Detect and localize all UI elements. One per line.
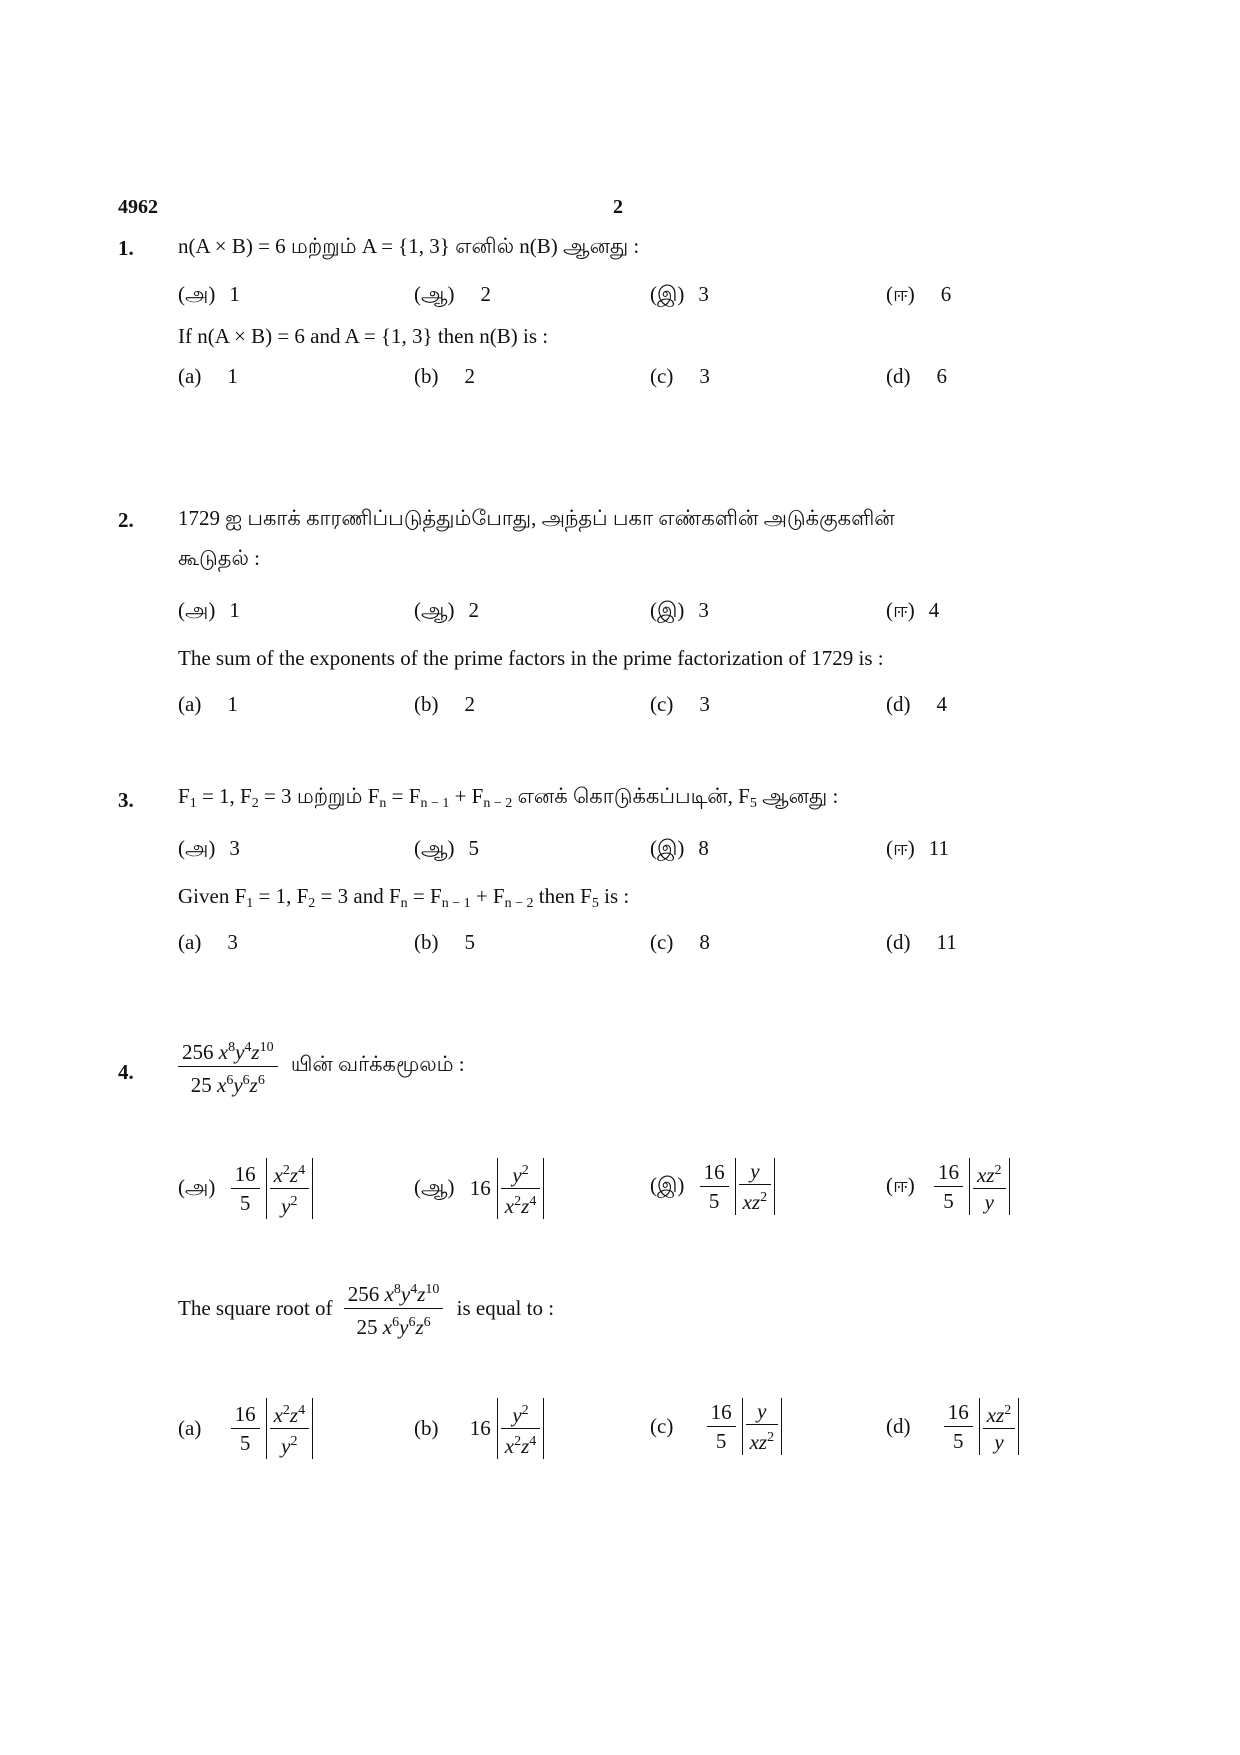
q3-ta-option-c: (இ) 8 [650, 836, 709, 860]
q3-en-option-c: (c) 8 [650, 930, 710, 954]
question-4-english-text: The square root of $\frac{256 x^8y^4z^{10}}{25 x^6y^6z^6}$ is equal to : [178, 1276, 554, 1341]
question-1-english-text: If n(A × B) = 6 and A = {1, 3} then n(B) is : [178, 324, 549, 348]
question-4-tamil-text: $\frac{256 x^8y^4z^{10}}{25 x^6y^6z^6}$ யின் வர்க்கமூலம் : [178, 1034, 465, 1099]
q2-ta-option-d: (ஈ) 4 [886, 598, 940, 622]
question-4-number: 4. [118, 1060, 134, 1084]
q1-ta-option-a: (அ) 1 [178, 282, 240, 306]
q3-ta-option-d: (ஈ) 11 [886, 836, 950, 860]
page-number: 2 [613, 196, 623, 218]
q3-en-option-d: (d) 11 [886, 930, 957, 954]
q2-en-option-d: (d) 4 [886, 692, 947, 716]
question-2-tamil-text-line2: கூடுதல் : [178, 546, 261, 570]
q4-expression-fraction-en: $\frac{256 x^8y^4z^{10}}{25 x^6y^6z^6}$ [344, 1276, 444, 1341]
q4-en-option-d: (d) $\frac{16}{5}$ $\frac{xz^2}{y}$ [886, 1398, 1019, 1455]
q3-ta-option-a: (அ) 3 [178, 836, 240, 860]
q4-en-option-b: (b) 16 $\frac{y^2}{x^2z^4}$ [414, 1398, 544, 1459]
question-3-number: 3. [118, 788, 134, 812]
q4-en-option-a: (a) $\frac{16}{5}$ $\frac{x^2z^4}{y^2}$ [178, 1398, 313, 1459]
q4-ta-option-b: (ஆ) 16 $\frac{y^2}{x^2z^4}$ [414, 1158, 544, 1219]
q1-en-option-d: (d) 6 [886, 364, 947, 388]
q4-en-option-c: (c) $\frac{16}{5}$ $\frac{y}{xz^2}$ [650, 1398, 782, 1455]
q3-ta-option-b: (ஆ) 5 [414, 836, 480, 860]
q1-en-option-b: (b) 2 [414, 364, 475, 388]
q2-en-option-a: (a) 1 [178, 692, 238, 716]
question-1-tamil-text: n(A × B) = 6 மற்றும் A = {1, 3} எனில் n(B) ஆனது : [178, 234, 640, 258]
q2-en-option-b: (b) 2 [414, 692, 475, 716]
q3-en-option-a: (a) 3 [178, 930, 238, 954]
q2-ta-option-a: (அ) 1 [178, 598, 240, 622]
question-3-tamil-text: $F_1 = 1$, $F_2 = 3$ மற்றும் $F_n = F_{n - 1} + F_{n - 2}$ எனக் கொடுக்கப்படின், $F_5$ ஆனது : [178, 784, 839, 811]
paper-code: 4962 [118, 196, 158, 218]
question-2-english-text: The sum of the exponents of the prime factors in the prime factorization of 1729 is : [178, 646, 884, 670]
q1-ta-option-d: (ஈ) 6 [886, 282, 952, 306]
q4-ta-option-d: (ஈ) $\frac{16}{5}$ $\frac{xz^2}{y}$ [886, 1158, 1010, 1215]
question-3-english-text: Given $F_1 = 1$, $F_2 = 3$ and $F_n = F_{n - 1} + F_{n - 2}$ then $F_5$ is : [178, 884, 630, 911]
q1-ta-option-c: (இ) 3 [650, 282, 709, 306]
question-2-tamil-text-line1: 1729 ஐ பகாக் காரணிப்படுத்தும்போது, அந்தப் பகா எண்களின் அடுக்குகளின் [178, 506, 895, 530]
q2-ta-option-b: (ஆ) 2 [414, 598, 480, 622]
question-1-number: 1. [118, 236, 134, 260]
q2-ta-option-c: (இ) 3 [650, 598, 709, 622]
question-2-number: 2. [118, 508, 134, 532]
q1-en-option-c: (c) 3 [650, 364, 710, 388]
q4-expression-fraction: $\frac{256 x^8y^4z^{10}}{25 x^6y^6z^6}$ [178, 1034, 278, 1099]
q2-en-option-c: (c) 3 [650, 692, 710, 716]
q1-en-option-a: (a) 1 [178, 364, 238, 388]
q3-en-option-b: (b) 5 [414, 930, 475, 954]
q4-ta-option-c: (இ) $\frac{16}{5}$ $\frac{y}{xz^2}$ [650, 1158, 775, 1215]
q4-ta-option-a: (அ) $\frac{16}{5}$ $\frac{x^2z^4}{y^2}$ [178, 1158, 313, 1219]
q1-ta-option-b: (ஆ) 2 [414, 282, 492, 306]
